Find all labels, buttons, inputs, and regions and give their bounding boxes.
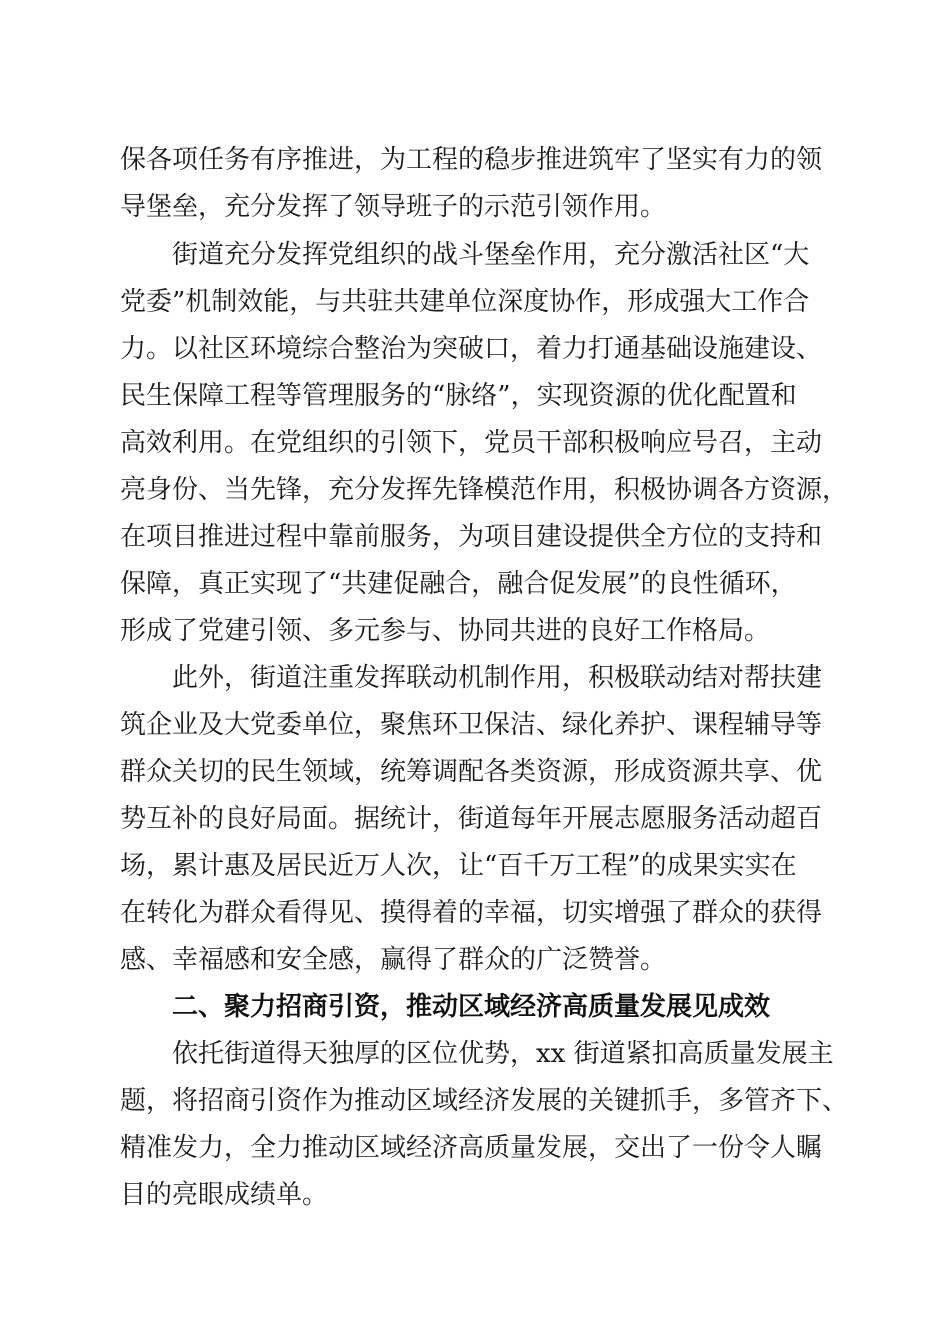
paragraph-3-line-4: 势互补的良好局面。据统计，街道每年开展志愿服务活动超百 [120, 804, 823, 834]
paragraph-3-line-1: 此外，街道注重发挥联动机制作用，积极联动结对帮扶建 [172, 663, 823, 693]
paragraph-2-line-9: 形成了党建引领、多元参与、协同共进的良好工作格局。 [120, 616, 771, 646]
paragraph-3-line-5: 场，累计惠及居民近万人次，让“百千万工程”的成果实实在 [120, 851, 797, 881]
paragraph-5-line-3: 精准发力，全力推动区域经济高质量发展，交出了一份令人瞩 [120, 1133, 823, 1163]
paragraph-5-line-4: 目的亮眼成绩单。 [120, 1180, 329, 1210]
paragraph-3-line-3: 群众关切的民生领域，统筹调配各类资源，形成资源共享、优 [120, 757, 823, 787]
paragraph-2-line-1: 街道充分发挥党组织的战斗堡垒作用，充分激活社区“大 [172, 240, 810, 270]
paragraph-2-line-2: 党委”机制效能，与共驻共建单位深度协作，形成强大工作合 [120, 287, 810, 317]
paragraph-2-line-3: 力。以社区环境综合整治为突破口，着力打通基础设施建设、 [120, 334, 823, 364]
paragraph-3-line-6: 在转化为群众看得见、摸得着的幸福，切实增强了群众的获得 [120, 898, 823, 928]
paragraph-3-line-7: 感、幸福感和安全感，赢得了群众的广泛赞誉。 [120, 945, 667, 975]
paragraph-5-line-1: 依托街道得天独厚的区位优势，xx 街道紧扣高质量发展主 [172, 1039, 834, 1069]
paragraph-1-line-1: 保各项任务有序推进，为工程的稳步推进筑牢了坚实有力的领 [120, 145, 823, 175]
paragraph-2-line-4: 民生保障工程等管理服务的“脉络”，实现资源的优化配置和 [120, 381, 797, 411]
paragraph-2-line-6: 亮身份、当先锋，充分发挥先锋模范作用，积极协调各方资源， [120, 475, 849, 505]
paragraph-1-line-2: 导堡垒，充分发挥了领导班子的示范引领作用。 [120, 192, 667, 222]
paragraph-2-line-5: 高效利用。在党组织的引领下，党员干部积极响应号召，主动 [120, 428, 823, 458]
paragraph-3-line-2: 筑企业及大党委单位，聚焦环卫保洁、绿化养护、课程辅导等 [120, 710, 823, 740]
paragraph-2-line-7: 在项目推进过程中靠前服务，为项目建设提供全方位的支持和 [120, 522, 823, 552]
paragraph-2-line-8: 保障，真正实现了“共建促融合，融合促发展”的良性循环， [120, 569, 797, 599]
section-heading: 二、聚力招商引资，推动区域经济高质量发展见成效 [172, 992, 771, 1022]
paragraph-5-line-2: 题，将招商引资作为推动区域经济发展的关键抓手，多管齐下、 [120, 1086, 849, 1116]
